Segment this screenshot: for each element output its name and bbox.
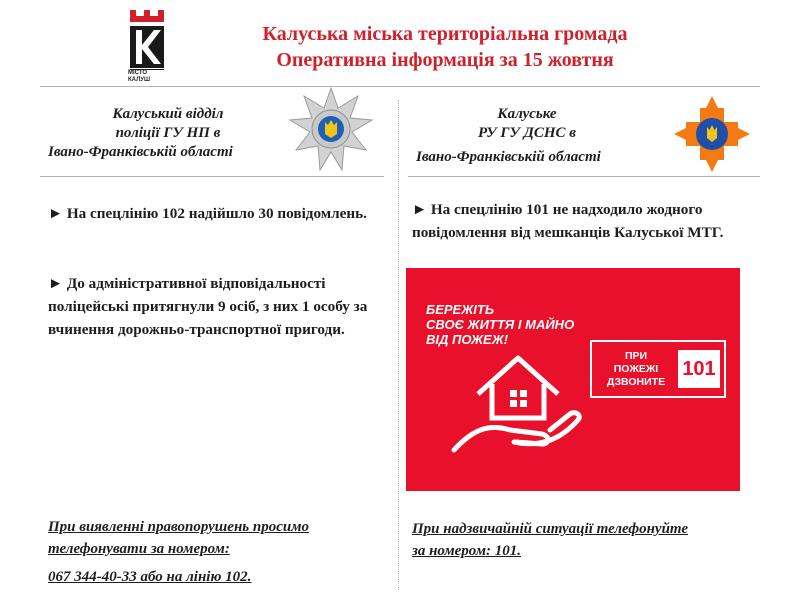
dsns-cross-icon bbox=[672, 94, 752, 174]
logo-caption-line2: КАЛУШ bbox=[128, 77, 151, 83]
fire-number-box bbox=[678, 350, 720, 388]
dsns-footer bbox=[412, 518, 762, 562]
fire-call-text bbox=[598, 350, 674, 389]
banner-slogan-line3: ВІД ПОЖЕЖ! bbox=[426, 332, 509, 347]
police-header-divider bbox=[40, 176, 384, 177]
dsns-footer-line2: за номером: 101. bbox=[412, 543, 521, 559]
police-calls-report: ► На спецлінію 102 надійшло 30 повідомлень. bbox=[48, 205, 367, 222]
logo-caption bbox=[128, 70, 168, 84]
police-agency-line1: Калуський відділ bbox=[112, 106, 224, 122]
header-title: Калуська міська територіальна громада bbox=[262, 23, 628, 45]
fire-call-line2: ПОЖЕЖІ bbox=[613, 363, 659, 375]
banner-slogan-line1: БЕРЕЖІТЬ bbox=[426, 302, 495, 317]
dsns-header-divider bbox=[408, 176, 760, 177]
column-divider bbox=[398, 100, 399, 590]
police-footer-line2: телефонувати за номером: bbox=[48, 541, 230, 557]
police-agency-line3: Івано-Франківській області bbox=[48, 144, 233, 160]
fire-number: 101 bbox=[682, 358, 716, 380]
header-divider bbox=[40, 86, 760, 87]
police-phone-number: 067 344-40-33 або на лінію 102. bbox=[48, 569, 252, 585]
police-footer bbox=[48, 516, 388, 588]
police-footer-line1: При виявленні правопорушень просимо bbox=[48, 519, 310, 535]
police-agency-name bbox=[48, 105, 288, 143]
dsns-agency-line1: Калуське bbox=[497, 106, 557, 122]
dsns-calls-report: ► На спецлінію 101 не надходило жодного повідомлення від мешканців Калуської МТГ. bbox=[412, 201, 724, 241]
logo-caption-line1: МІСТО bbox=[128, 70, 148, 76]
fire-call-line3: ДЗВОНИТЕ bbox=[606, 376, 666, 388]
header-subtitle: Оперативна інформація за 15 жовтня bbox=[276, 49, 614, 71]
fire-call-box bbox=[590, 340, 726, 398]
dsns-footer-line1: При надзвичайній ситуації телефонуйте bbox=[412, 521, 689, 537]
dsns-agency-name bbox=[412, 105, 642, 143]
dsns-agency-line3: Івано-Франківській області bbox=[416, 149, 601, 165]
police-offences-report: ► До адміністративної відповідальності поліцейські притягнули 9 осіб, з них 1 особу за вчинення дорожньо-транспортної пригоди. bbox=[48, 275, 368, 338]
banner-slogan-line2: СВОЄ ЖИТТЯ І МАЙНО bbox=[426, 317, 575, 332]
banner-slogan bbox=[426, 302, 606, 347]
fire-safety-banner bbox=[406, 268, 740, 491]
fire-call-line1: ПРИ bbox=[624, 350, 648, 362]
police-star-icon bbox=[286, 86, 376, 172]
police-agency-line2: поліції ГУ НП в bbox=[115, 125, 221, 141]
dsns-agency-line2: РУ ГУ ДСНС в bbox=[478, 125, 576, 141]
house-in-hand-icon bbox=[446, 350, 586, 462]
